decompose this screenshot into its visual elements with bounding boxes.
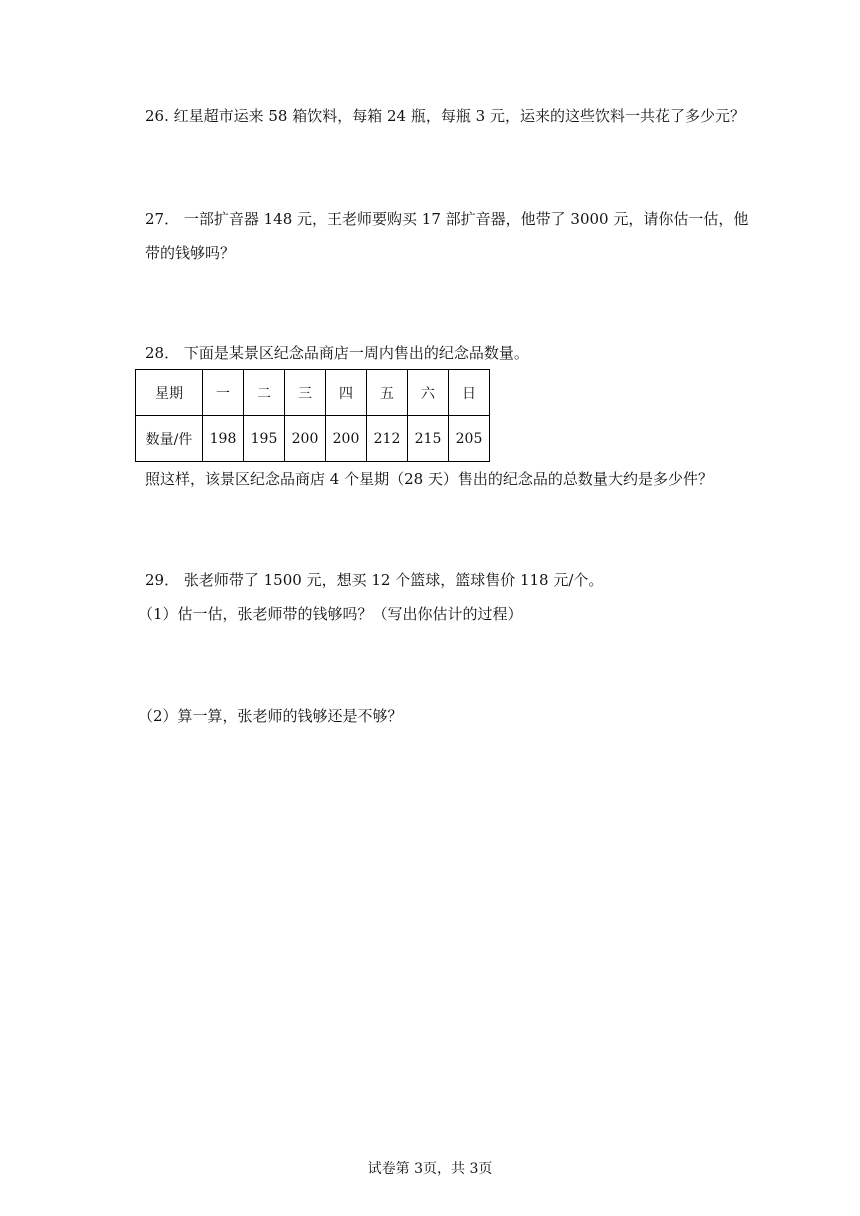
page-footer: 试卷第 3页，共 3页 bbox=[367, 1161, 493, 1177]
table-cell: 200 bbox=[326, 416, 367, 462]
table-cell: 198 bbox=[203, 416, 244, 462]
table-cell: 一 bbox=[203, 370, 244, 416]
sales-table bbox=[135, 369, 490, 462]
question-29-intro: 29． 张老师带了 1500 元，想买 12 个篮球，篮球售价 118 元/个。 bbox=[145, 571, 604, 589]
table-cell: 数量/件 bbox=[136, 416, 203, 462]
question-28-followup: 照这样，该景区纪念品商店 4 个星期（28 天）售出的纪念品的总数量大约是多少件？ bbox=[145, 470, 713, 488]
table-cell: 三 bbox=[285, 370, 326, 416]
table-row bbox=[136, 370, 490, 416]
question-27-line2: 带的钱够吗？ bbox=[145, 244, 236, 262]
question-29-part1: （1）估一估，张老师带的钱够吗？（写出你估计的过程） bbox=[138, 605, 523, 623]
table-cell: 五 bbox=[367, 370, 408, 416]
question-27-line1: 27． 一部扩音器 148 元，王老师要购买 17 部扩音器，他带了 3000 元，请你估一估，他 bbox=[145, 210, 749, 228]
question-26: 26. 红星超市运来 58 箱饮料，每箱 24 瓶，每瓶 3 元，运来的这些饮料一共花了多少元？ bbox=[145, 107, 745, 125]
table-cell: 二 bbox=[244, 370, 285, 416]
question-28-intro: 28． 下面是某景区纪念品商店一周内售出的纪念品数量。 bbox=[145, 344, 529, 362]
table-cell: 四 bbox=[326, 370, 367, 416]
table-cell: 星期 bbox=[136, 370, 203, 416]
table-cell: 205 bbox=[449, 416, 490, 462]
question-29-part2: （2）算一算，张老师的钱够还是不够？ bbox=[138, 707, 403, 725]
table-cell: 200 bbox=[285, 416, 326, 462]
table-cell: 212 bbox=[367, 416, 408, 462]
table-cell: 195 bbox=[244, 416, 285, 462]
table-cell: 六 bbox=[408, 370, 449, 416]
table-row bbox=[136, 416, 490, 462]
table-cell: 215 bbox=[408, 416, 449, 462]
table-cell: 日 bbox=[449, 370, 490, 416]
